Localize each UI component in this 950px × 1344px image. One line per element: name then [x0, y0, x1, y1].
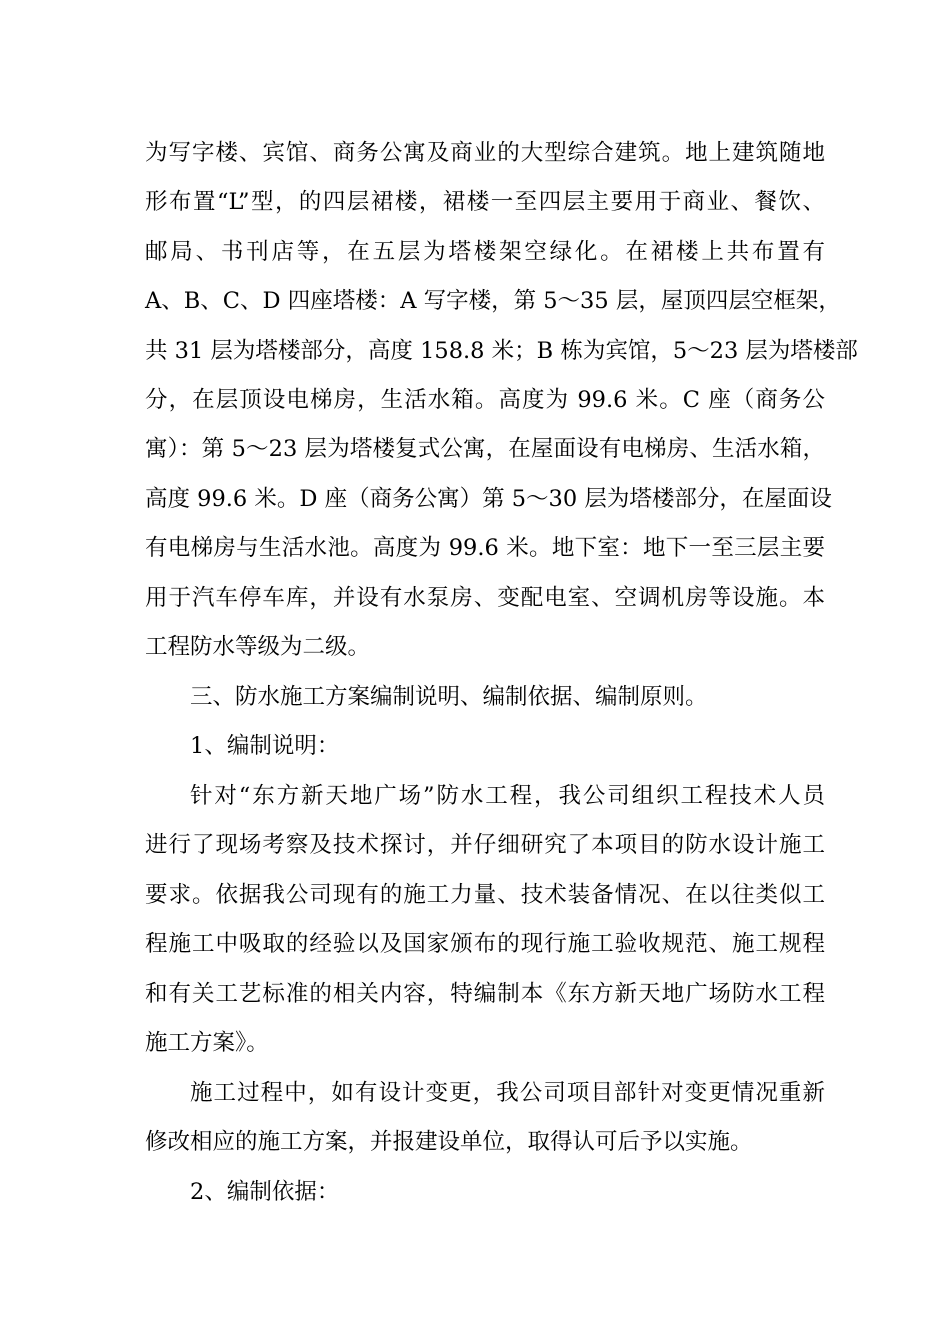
- text-line: 寓）：第 5～23 层为塔楼复式公寓，在屋面设有电梯房、生活水箱，: [145, 436, 825, 462]
- text-line: A、B、C、D 四座塔楼：A 写字楼，第 5～35 层，屋顶四层空框架，: [145, 288, 841, 314]
- text-line: 有电梯房与生活水池。高度为 99.6 米。地下室：地下一至三层主要: [145, 535, 825, 561]
- text-line: 共 31 层为塔楼部分，高度 158.8 米；B 栋为宾馆，5～23 层为塔楼部: [145, 338, 858, 364]
- text-line: 施工过程中，如有设计变更，我公司项目部针对变更情况重新: [190, 1080, 825, 1106]
- text-line: 为写字楼、宾馆、商务公寓及商业的大型综合建筑。地上建筑随地: [145, 140, 825, 166]
- text-line: 邮局、书刊店等，在五层为塔楼架空绿化。在裙楼上共布置有: [145, 239, 825, 265]
- text-line: 和有关工艺标准的相关内容，特编制本《东方新天地广场防水工程: [145, 981, 825, 1007]
- text-line: 施工方案》。: [145, 1030, 269, 1056]
- text-line: 修改相应的施工方案，并报建设单位，取得认可后予以实施。: [145, 1129, 753, 1155]
- section-heading: 三、防水施工方案编制说明、编制依据、编制原则。: [190, 684, 708, 710]
- subsection-heading: 2、编制依据：: [190, 1179, 340, 1205]
- text-line: 形布置“L”型，的四层裙楼，裙楼一至四层主要用于商业、餐饮、: [145, 189, 825, 215]
- text-line: 进行了现场考察及技术探讨，并仔细研究了本项目的防水设计施工: [145, 832, 825, 858]
- text-line: 针对“东方新天地广场”防水工程，我公司组织工程技术人员: [190, 783, 825, 809]
- text-line: 程施工中吸取的经验以及国家颁布的现行施工验收规范、施工规程: [145, 931, 825, 957]
- text-line: 高度 99.6 米。D 座（商务公寓）第 5～30 层为塔楼部分，在屋面设: [145, 486, 832, 512]
- subsection-heading: 1、编制说明：: [190, 733, 340, 759]
- text-line: 工程防水等级为二级。: [145, 634, 371, 660]
- text-line: 分，在层顶设电梯房，生活水箱。高度为 99.6 米。C 座（商务公: [145, 387, 825, 413]
- text-line: 要求。依据我公司现有的施工力量、技术装备情况、在以往类似工: [145, 882, 825, 908]
- text-line: 用于汽车停车库，并设有水泵房、变配电室、空调机房等设施。本: [145, 585, 825, 611]
